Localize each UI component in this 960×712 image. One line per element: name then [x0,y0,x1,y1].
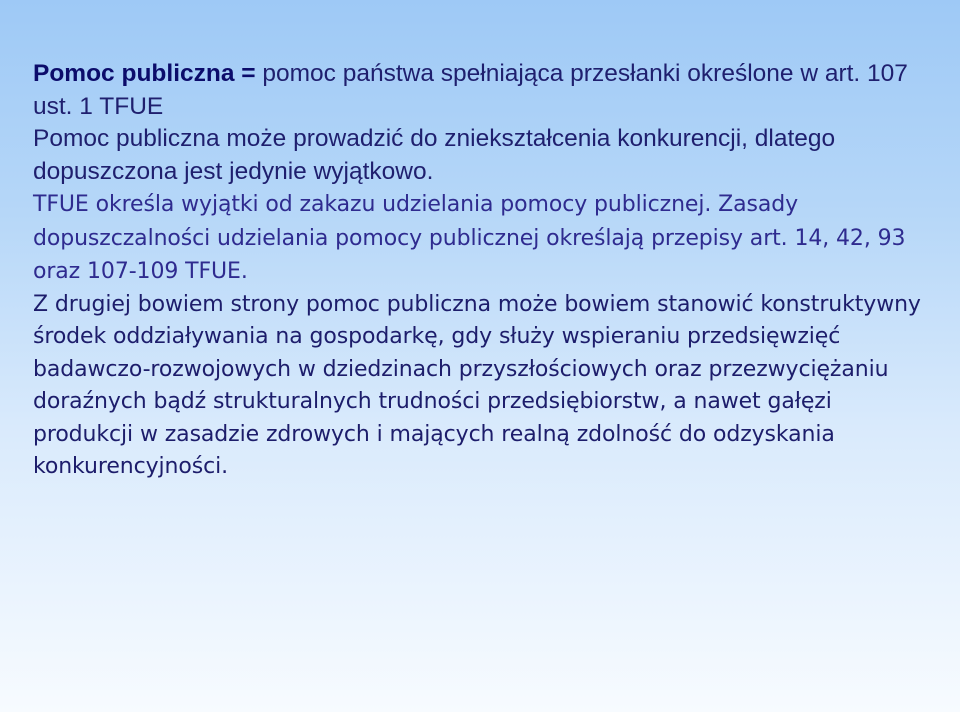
benefits-paragraph: Z drugiej bowiem strony pomoc publiczna może bowiem stanowić konstruktywny środek oddziaływania na gospodarkę, gdy służy wspieraniu przedsięwzięć badawczo-rozwojowych w dziedzinach przyszłościowych oraz przezwyciężaniu doraźnych bądź strukturalnych trudności przedsiębiorstw, a nawet gałęzi produkcji w zasadzie zdrowych i mających realną zdolność do odzyskania konkurencyjności. [33,291,921,479]
definition-paragraph [33,58,938,123]
exceptions-paragraph: TFUE określa wyjątki od zakazu udzielania pomocy publicznej. Zasady dopuszczalności udzielania pomocy publicznej określają przepisy art. 14, 42, 93 oraz 107-109 TFUE. [33,192,906,284]
distortion-paragraph: Pomoc publiczna może prowadzić do zniekształcenia konkurencji, dlatego dopuszczona jest jedynie wyjątkowo. [33,125,836,185]
slide-content [33,58,938,484]
definition-term: Pomoc publiczna = [33,60,263,87]
definition-text: pomoc państwa spełniająca przesłanki określone w art. 107 ust. 1 TFUE [33,60,908,120]
